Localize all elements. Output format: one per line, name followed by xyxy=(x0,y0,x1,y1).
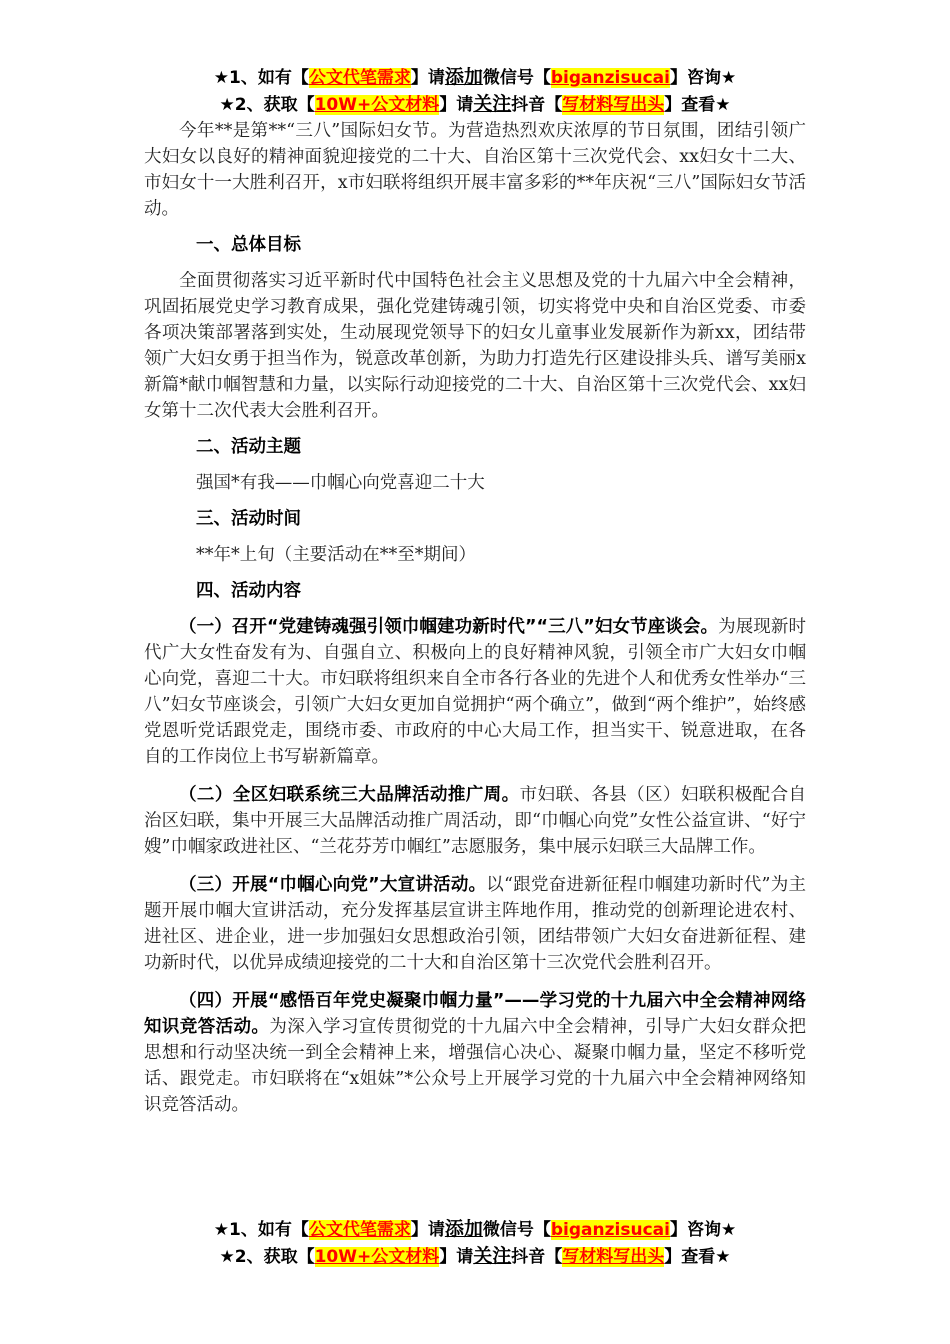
content-item-2: （二）全区妇联系统三大品牌活动推广周。市妇联、各县（区）妇联积极配合自治区妇联，集中开展三大品牌活动推广周活动，即“巾帼心向党”女性公益宣讲、“好宁嫂”巾帼家政进社区、“兰花芬芳巾帼红”志愿服务，集中展示妇联三大品牌工作。 xyxy=(144,785,807,857)
highlight-text: 10W+公文材料 xyxy=(314,95,440,115)
section-heading-time: 三、活动时间 xyxy=(196,509,301,529)
content-item-1: （一）召开“党建铸魂强引领巾帼建功新时代”“三八”妇女节座谈会。为展现新时代广大女性奋发有为、自强自立、积极向上的良好精神风貌，引领全市广大妇女巾帼心向党，喜迎二十大。市妇联将组织来自全市各行各业的先进个人和优秀女性举办“三八”妇女节座谈会，引领广大妇女更加自觉拥护“两个确立”，做到“两个维护”，始终感党恩听党话跟党走，围绕市委、市政府的中心大局工作，担当实干、锐意进取，在各自的工作岗位上书写崭新篇章。 xyxy=(144,617,806,767)
promo-line-1: ★1、如有【公文代笔需求】请添加微信号【biganzisucai】咨询★ xyxy=(213,1218,737,1240)
highlight-text: 公文代笔需求 xyxy=(308,1220,411,1240)
promo-banner-bottom xyxy=(144,1216,806,1270)
content-item-3: （三）开展“巾帼心向党”大宣讲活动。以“跟党奋进新征程巾帼建功新时代”为主题开展巾帼大宣讲活动，充分发挥基层宣讲主阵地作用，推动党的创新理论进农村、进社区、进企业，进一步加强妇女思想政治引领，团结带领广大妇女奋进新征程、建功新时代，以优异成绩迎接党的二十大和自治区第十三次党代会胜利召开。 xyxy=(144,875,806,973)
intro-paragraph: 今年**是第**“三八”国际妇女节。为营造热烈欢庆浓厚的节日氛围，团结引领广大妇女以良好的精神面貌迎接党的二十大、自治区第十三次党代会、xx妇女十二大、市妇女十一大胜利召开，x市妇联将组织开展丰富多彩的**年庆祝“三八”国际妇女节活动。 xyxy=(144,121,806,219)
theme-text: 强国*有我——巾帼心向党喜迎二十大 xyxy=(196,473,485,493)
goal-paragraph: 全面贯彻落实习近平新时代中国特色社会主义思想及党的十九届六中全会精神，巩固拓展党史学习教育成果，强化党建铸魂引领，切实将党中央和自治区党委、市委各项决策部署落到实处，生动展现党领导下的妇女儿童事业发展新作为新xx，团结带领广大妇女勇于担当作为，锐意改革创新，为助力打造先行区建设排头兵、谱写美丽x新篇*献巾帼智慧和力量，以实际行动迎接党的二十大、自治区第十三次党代会、xx妇女第十二次代表大会胜利召开。 xyxy=(144,271,806,421)
highlight-text: 10W+公文材料 xyxy=(314,1247,440,1267)
document-page xyxy=(144,64,806,1118)
section-heading-content: 四、活动内容 xyxy=(196,581,301,601)
time-text: **年*上旬（主要活动在**至*期间） xyxy=(196,545,476,565)
content-item-4: （四）开展“感悟百年党史凝聚巾帼力量”——学习党的十九届六中全会精神网络知识竞答活动。为深入学习宣传贯彻党的十九届六中全会精神，引导广大妇女群众把思想和行动坚决统一到全会精神上来，增强信心决心、凝聚巾帼力量，坚定不移听党话、跟党走。市妇联将在“x姐妹”*公众号上开展学习党的十九届六中全会精神网络知识竞答活动。 xyxy=(144,991,807,1115)
douyin-id: 写材料写出头 xyxy=(562,95,665,115)
promo-line-2: ★2、获取【10W+公文材料】请关注抖音【写材料写出头】查看★ xyxy=(219,1245,731,1267)
wechat-id: biganzisucai xyxy=(550,1220,670,1240)
promo-banner-top xyxy=(144,64,806,118)
wechat-id: biganzisucai xyxy=(550,68,670,88)
section-heading-theme: 二、活动主题 xyxy=(196,437,301,457)
section-heading-goal: 一、总体目标 xyxy=(196,235,301,255)
highlight-text: 公文代笔需求 xyxy=(308,68,411,88)
douyin-id: 写材料写出头 xyxy=(562,1247,665,1267)
promo-line-2: ★2、获取【10W+公文材料】请关注抖音【写材料写出头】查看★ xyxy=(219,93,731,115)
promo-line-1: ★1、如有【公文代笔需求】请添加微信号【biganzisucai】咨询★ xyxy=(213,66,737,88)
